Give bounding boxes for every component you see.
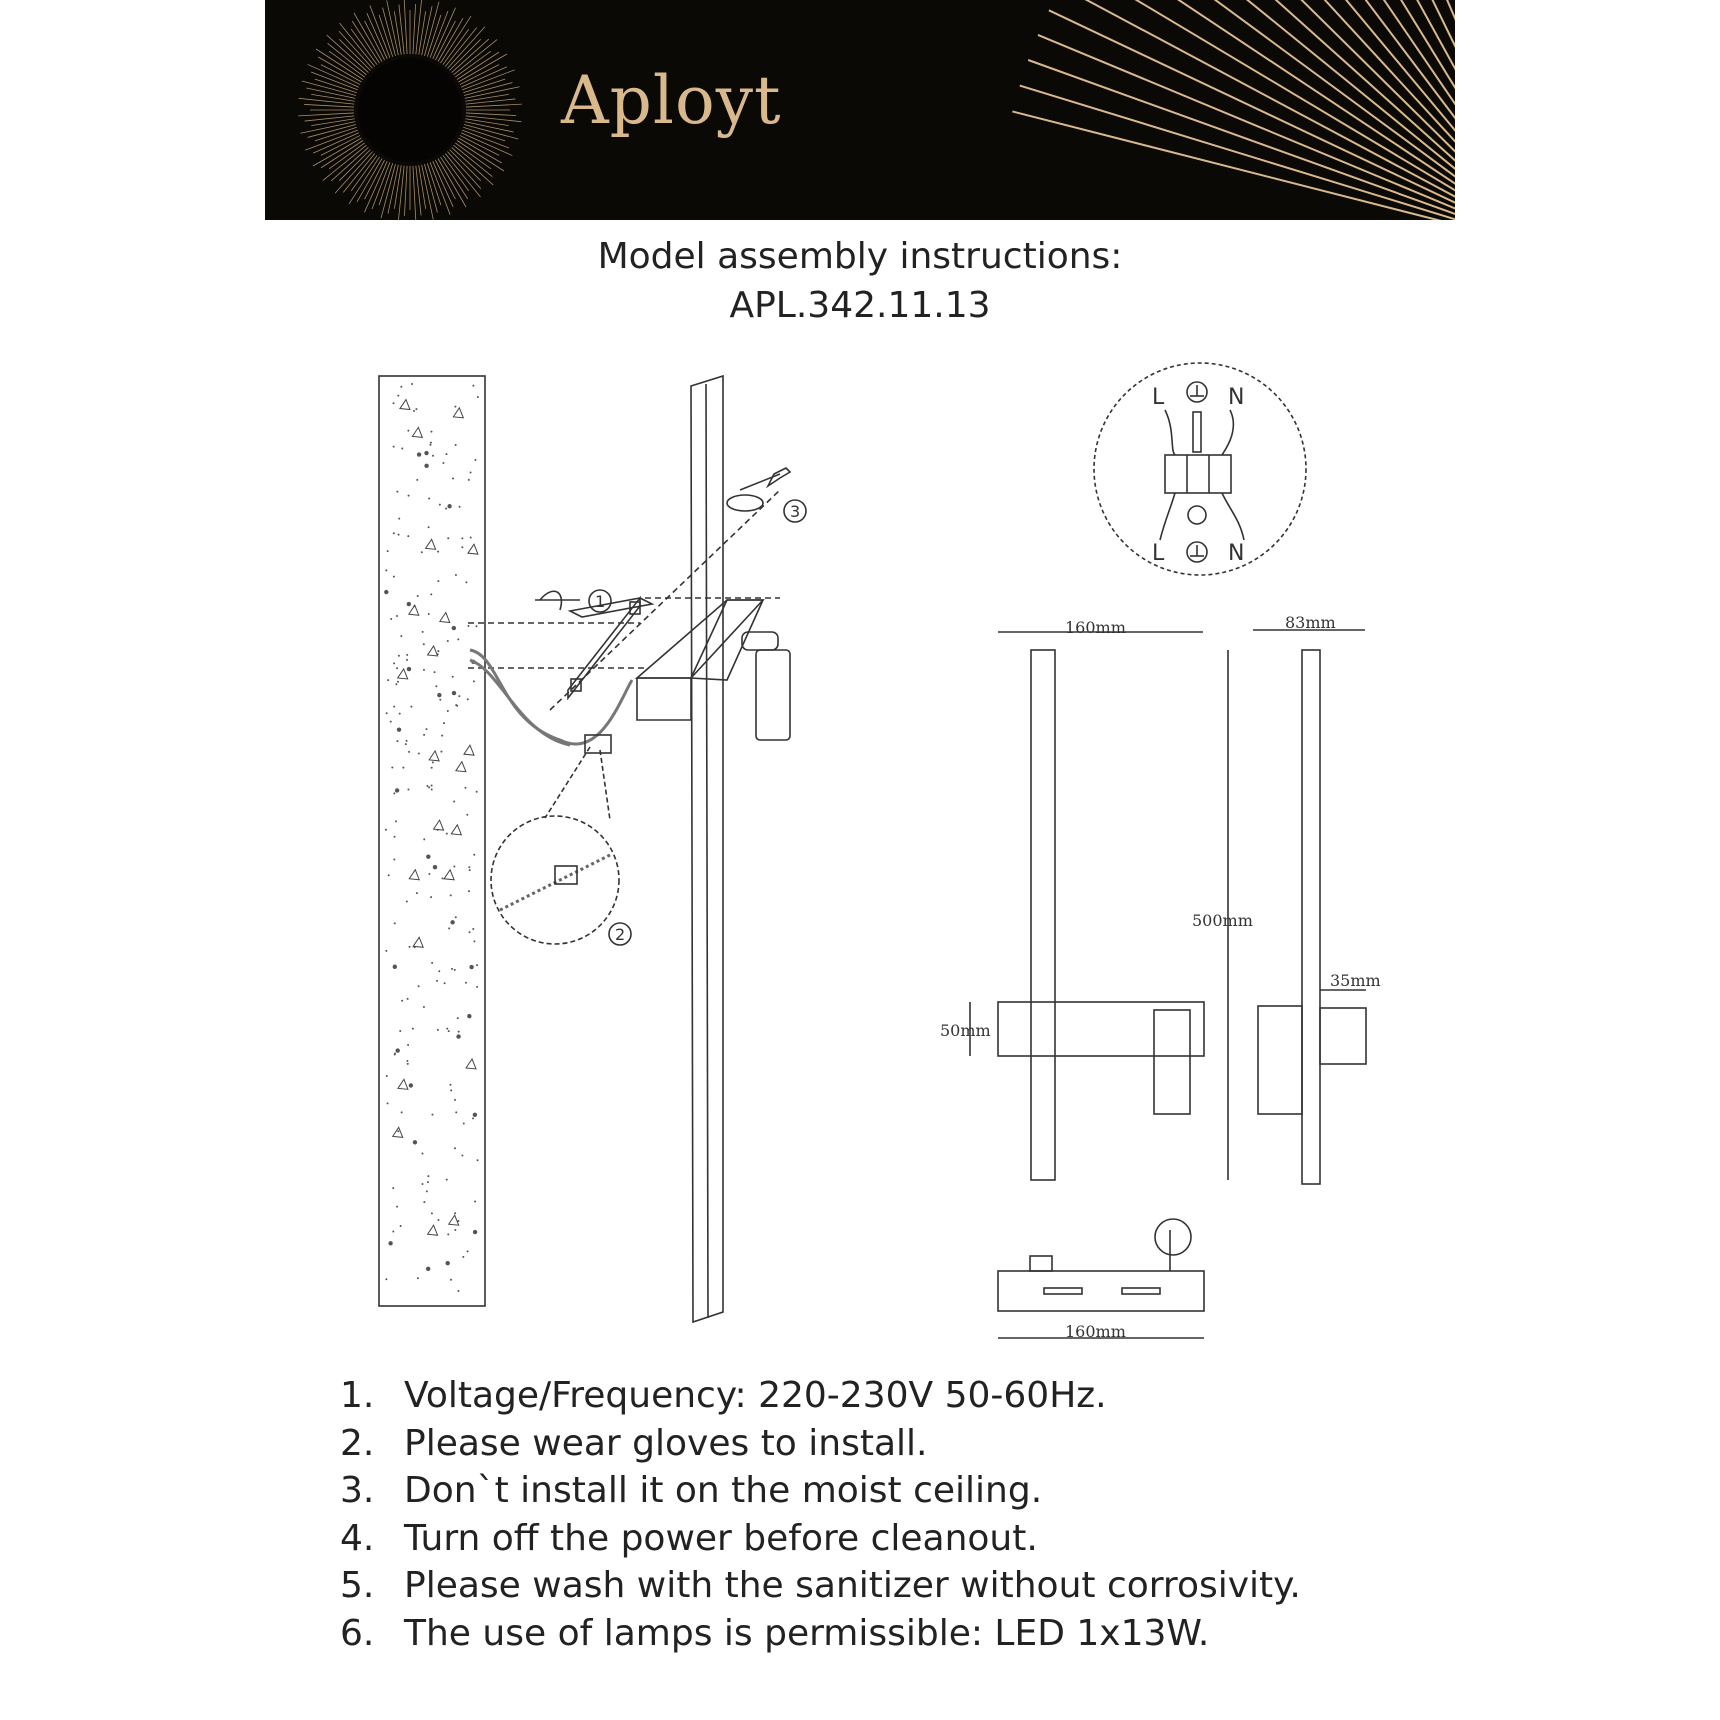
instruction-item [340,1610,1301,1658]
wiring-diagram [1094,363,1306,575]
arm-block [637,600,763,720]
bottom-view [998,1219,1204,1341]
instruction-item [340,1420,1301,1468]
instruction-number: 2. [340,1422,375,1464]
dim-height: 500mm [1192,911,1253,930]
instruction-item [340,1515,1301,1563]
instruction-text: Please wash with the sanitizer without corrosivity. [404,1565,1301,1606]
dim-bracket-height: 50mm [940,1021,991,1040]
dim-arm-offset: 35mm [1330,971,1381,990]
svg-text:2: 2 [615,925,626,944]
instruction-number: 5. [340,1565,375,1606]
instruction-text: Voltage/Frequency: 220-230V 50-60Hz. [404,1375,1107,1416]
instruction-number: 3. [340,1470,375,1511]
spotlight-cylinder [742,632,790,740]
instruction-text: The use of lamps is permissible: LED 1x13W. [404,1612,1210,1654]
brand-name: Aployt [561,62,782,139]
front-view [940,618,1253,1180]
svg-text:3: 3 [790,502,801,521]
callout-1 [589,590,611,612]
instruction-item [340,1372,1301,1420]
instruction-number: 1. [340,1375,375,1416]
instruction-number: 6. [340,1612,375,1654]
dim-front-width: 160mm [1065,618,1126,637]
instruction-text: Don`t install it on the moist ceiling. [404,1470,1043,1511]
document-title: Model assembly instructions: [597,236,1123,277]
ground-symbol-icon [1187,382,1207,562]
dim-side-depth: 83mm [1285,613,1336,632]
dim-bottom-width: 160mm [1065,1322,1126,1341]
side-view [1253,613,1381,1184]
model-number: APL.342.11.13 [729,285,991,326]
wire-label-l-bottom: L [1152,541,1165,566]
callout-3 [784,500,806,522]
mounting-bracket [568,598,652,698]
terminal-block [585,735,611,753]
wire-label-n-top: N [1228,385,1245,410]
instruction-text: Please wear gloves to install. [404,1422,928,1464]
wire-label-n-bottom: N [1228,541,1245,566]
instruction-number: 4. [340,1517,375,1559]
instructions-list [340,1372,1301,1657]
instruction-item [340,1562,1301,1610]
power-wires [470,650,632,745]
instruction-text: Turn off the power before cleanout. [404,1517,1038,1559]
instruction-item [340,1467,1301,1515]
wire-detail-circle [491,747,619,944]
lamp-body [691,376,723,1322]
callout-2 [609,923,631,945]
svg-text:1: 1 [595,592,606,611]
wire-label-l-top: L [1152,385,1165,410]
wall-section [379,376,485,1306]
screwdriver-icon [727,468,790,511]
